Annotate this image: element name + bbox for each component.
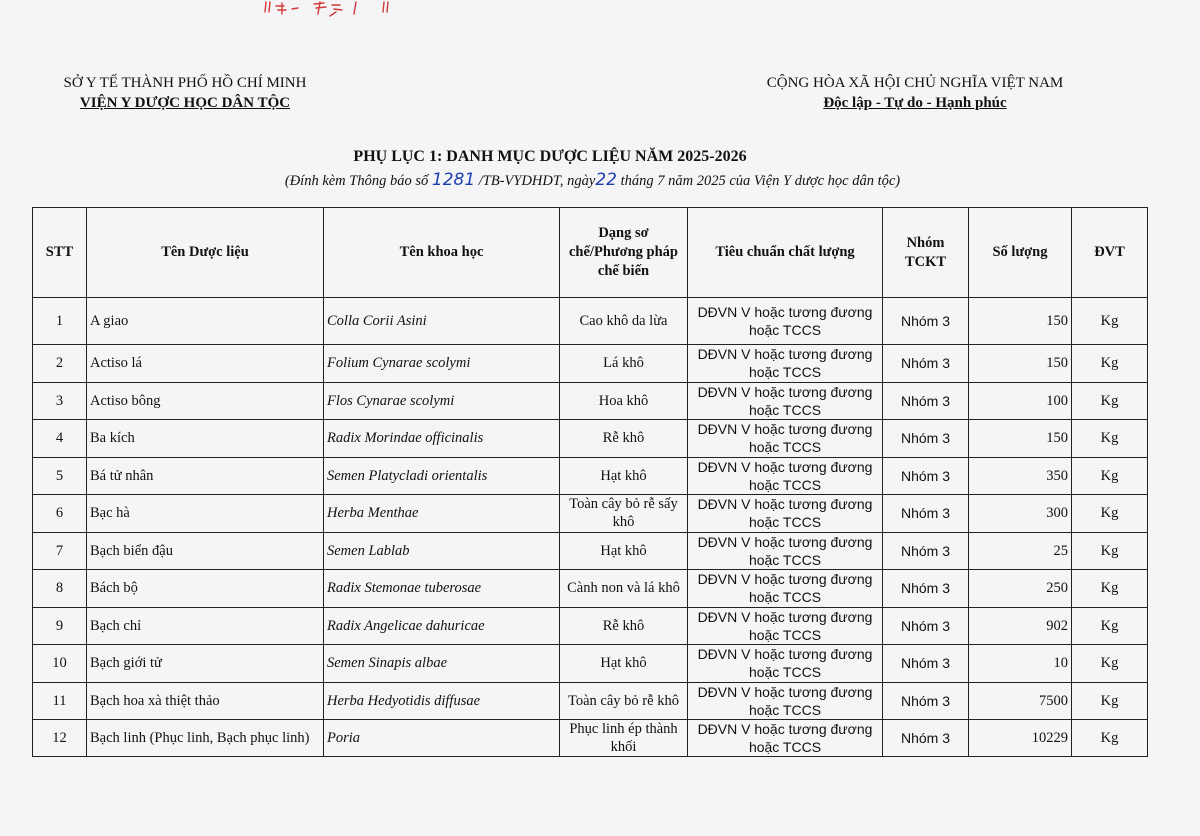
cell-unit: Kg [1072, 345, 1148, 383]
cell-scientific-name: Herba Hedyotidis diffusae [324, 682, 560, 720]
cell-stt: 1 [33, 298, 87, 345]
cell-scientific-name: Herba Menthae [324, 495, 560, 533]
cell-name: Ba kích [87, 420, 324, 458]
table-row [33, 420, 1148, 458]
cell-group: Nhóm 3 [883, 457, 969, 495]
subtitle-part-1: (Đính kèm Thông báo số [284, 173, 432, 189]
issuing-authority-block [50, 73, 320, 113]
cell-form: Toàn cây bỏ rễ sấy khô [560, 495, 688, 533]
cell-form: Cành non và lá khô [560, 570, 688, 608]
cell-name: Bạch biển đậu [87, 532, 324, 570]
cell-form: Hoa khô [560, 382, 688, 420]
cell-stt: 5 [33, 457, 87, 495]
header-stt: STT [33, 208, 87, 298]
cell-quantity: 150 [969, 420, 1072, 458]
cell-group: Nhóm 3 [883, 420, 969, 458]
cell-stt: 10 [33, 645, 87, 683]
cell-scientific-name: Folium Cynarae scolymi [324, 345, 560, 383]
cell-scientific-name: Flos Cynarae scolymi [324, 382, 560, 420]
country-name: CỘNG HÒA XÃ HỘI CHỦ NGHĨA VIỆT NAM [766, 75, 1064, 91]
cell-name: Bạch hoa xà thiệt thảo [87, 682, 324, 720]
table-header-row [33, 208, 1148, 298]
cell-name: Bạc hà [87, 495, 324, 533]
cell-form: Rễ khô [560, 420, 688, 458]
cell-name: Actiso lá [87, 345, 324, 383]
herbal-materials-table [32, 207, 1148, 757]
cell-name: Bá tử nhân [87, 457, 324, 495]
cell-unit: Kg [1072, 570, 1148, 608]
table-row [33, 495, 1148, 533]
cell-name: Bạch chỉ [87, 607, 324, 645]
cell-group: Nhóm 3 [883, 570, 969, 608]
cell-stt: 3 [33, 382, 87, 420]
cell-standard: DĐVN V hoặc tương đương hoặc TCCS [688, 645, 883, 683]
table-row [33, 532, 1148, 570]
table-body [33, 298, 1148, 757]
cell-name: Bạch linh (Phục linh, Bạch phục linh) [87, 720, 324, 757]
header-form: Dạng sơ chế/Phương pháp chế biến [560, 208, 688, 298]
cell-standard: DĐVN V hoặc tương đương hoặc TCCS [688, 298, 883, 345]
table-row [33, 457, 1148, 495]
cell-standard: DĐVN V hoặc tương đương hoặc TCCS [688, 495, 883, 533]
cell-name: Bạch giới tử [87, 645, 324, 683]
table-row [33, 720, 1148, 757]
table-row [33, 382, 1148, 420]
cell-unit: Kg [1072, 382, 1148, 420]
cell-scientific-name: Radix Stemonae tuberosae [324, 570, 560, 608]
cell-scientific-name: Semen Platycladi orientalis [324, 457, 560, 495]
cell-standard: DĐVN V hoặc tương đương hoặc TCCS [688, 720, 883, 757]
national-motto: Độc lập - Tự do - Hạnh phúc [823, 95, 1007, 111]
cell-quantity: 902 [969, 607, 1072, 645]
cell-form: Rễ khô [560, 607, 688, 645]
cell-stt: 2 [33, 345, 87, 383]
cell-group: Nhóm 3 [883, 382, 969, 420]
cell-quantity: 350 [969, 457, 1072, 495]
header-group: Nhóm TCKT [883, 208, 969, 298]
cell-stt: 7 [33, 532, 87, 570]
cell-standard: DĐVN V hoặc tương đương hoặc TCCS [688, 345, 883, 383]
document-title: PHỤ LỤC 1: DANH MỤC DƯỢC LIỆU NĂM 2025-2026 [353, 148, 747, 165]
cell-unit: Kg [1072, 682, 1148, 720]
cell-stt: 8 [33, 570, 87, 608]
header-scientific-name: Tên khoa học [324, 208, 560, 298]
cell-name: Actiso bông [87, 382, 324, 420]
table-row [33, 682, 1148, 720]
institute-name: VIỆN Y DƯỢC HỌC DÂN TỘC [79, 95, 291, 111]
cell-quantity: 150 [969, 345, 1072, 383]
cell-scientific-name: Semen Lablab [324, 532, 560, 570]
cell-form: Hạt khô [560, 457, 688, 495]
cell-quantity: 7500 [969, 682, 1072, 720]
cell-quantity: 10 [969, 645, 1072, 683]
cell-group: Nhóm 3 [883, 298, 969, 345]
cell-unit: Kg [1072, 720, 1148, 757]
cell-quantity: 10229 [969, 720, 1072, 757]
cell-quantity: 250 [969, 570, 1072, 608]
cell-standard: DĐVN V hoặc tương đương hoặc TCCS [688, 532, 883, 570]
cell-standard: DĐVN V hoặc tương đương hoặc TCCS [688, 570, 883, 608]
cell-group: Nhóm 3 [883, 345, 969, 383]
subtitle-part-3: tháng 7 năm 2025 của Viện Y dược học dân tộc) [616, 173, 901, 189]
national-motto-block [760, 73, 1070, 113]
cell-standard: DĐVN V hoặc tương đương hoặc TCCS [688, 682, 883, 720]
cell-group: Nhóm 3 [883, 720, 969, 757]
cell-name: Bách bộ [87, 570, 324, 608]
cell-quantity: 300 [969, 495, 1072, 533]
table-row [33, 645, 1148, 683]
table-row [33, 298, 1148, 345]
cell-unit: Kg [1072, 298, 1148, 345]
handwritten-day: 22 [595, 170, 617, 190]
cell-form: Hạt khô [560, 532, 688, 570]
cell-unit: Kg [1072, 420, 1148, 458]
cell-standard: DĐVN V hoặc tương đương hoặc TCCS [688, 457, 883, 495]
cell-group: Nhóm 3 [883, 682, 969, 720]
cell-name: A giao [87, 298, 324, 345]
cell-form: Hạt khô [560, 645, 688, 683]
cell-scientific-name: Colla Corii Asini [324, 298, 560, 345]
cell-scientific-name: Radix Morindae officinalis [324, 420, 560, 458]
cell-quantity: 100 [969, 382, 1072, 420]
table-row [33, 345, 1148, 383]
cell-standard: DĐVN V hoặc tương đương hoặc TCCS [688, 382, 883, 420]
cell-stt: 6 [33, 495, 87, 533]
cell-quantity: 25 [969, 532, 1072, 570]
table-row [33, 570, 1148, 608]
header-name: Tên Dược liệu [87, 208, 324, 298]
cell-stt: 12 [33, 720, 87, 757]
subtitle-part-2: /TB-VYDHDT, ngày [475, 173, 596, 189]
cell-scientific-name: Poria [324, 720, 560, 757]
cell-group: Nhóm 3 [883, 532, 969, 570]
cell-unit: Kg [1072, 495, 1148, 533]
header-standard: Tiêu chuẩn chất lượng [688, 208, 883, 298]
cell-quantity: 150 [969, 298, 1072, 345]
red-handwritten-marks [262, 0, 402, 18]
cell-stt: 9 [33, 607, 87, 645]
cell-form: Cao khô da lừa [560, 298, 688, 345]
handwritten-notice-number: 1281 [431, 170, 476, 190]
cell-form: Lá khô [560, 345, 688, 383]
cell-unit: Kg [1072, 645, 1148, 683]
cell-group: Nhóm 3 [883, 645, 969, 683]
cell-form: Phục linh ép thành khối [560, 720, 688, 757]
cell-group: Nhóm 3 [883, 607, 969, 645]
cell-stt: 11 [33, 682, 87, 720]
cell-scientific-name: Radix Angelicae dahuricae [324, 607, 560, 645]
cell-form: Toàn cây bỏ rễ khô [560, 682, 688, 720]
cell-stt: 4 [33, 420, 87, 458]
cell-unit: Kg [1072, 607, 1148, 645]
cell-unit: Kg [1072, 532, 1148, 570]
cell-standard: DĐVN V hoặc tương đương hoặc TCCS [688, 420, 883, 458]
cell-unit: Kg [1072, 457, 1148, 495]
cell-scientific-name: Semen Sinapis albae [324, 645, 560, 683]
header-quantity: Số lượng [969, 208, 1072, 298]
cell-group: Nhóm 3 [883, 495, 969, 533]
cell-standard: DĐVN V hoặc tương đương hoặc TCCS [688, 607, 883, 645]
department-name: SỞ Y TẾ THÀNH PHỐ HỒ CHÍ MINH [63, 75, 307, 91]
document-subtitle [0, 170, 1185, 190]
table-row [33, 607, 1148, 645]
header-unit: ĐVT [1072, 208, 1148, 298]
